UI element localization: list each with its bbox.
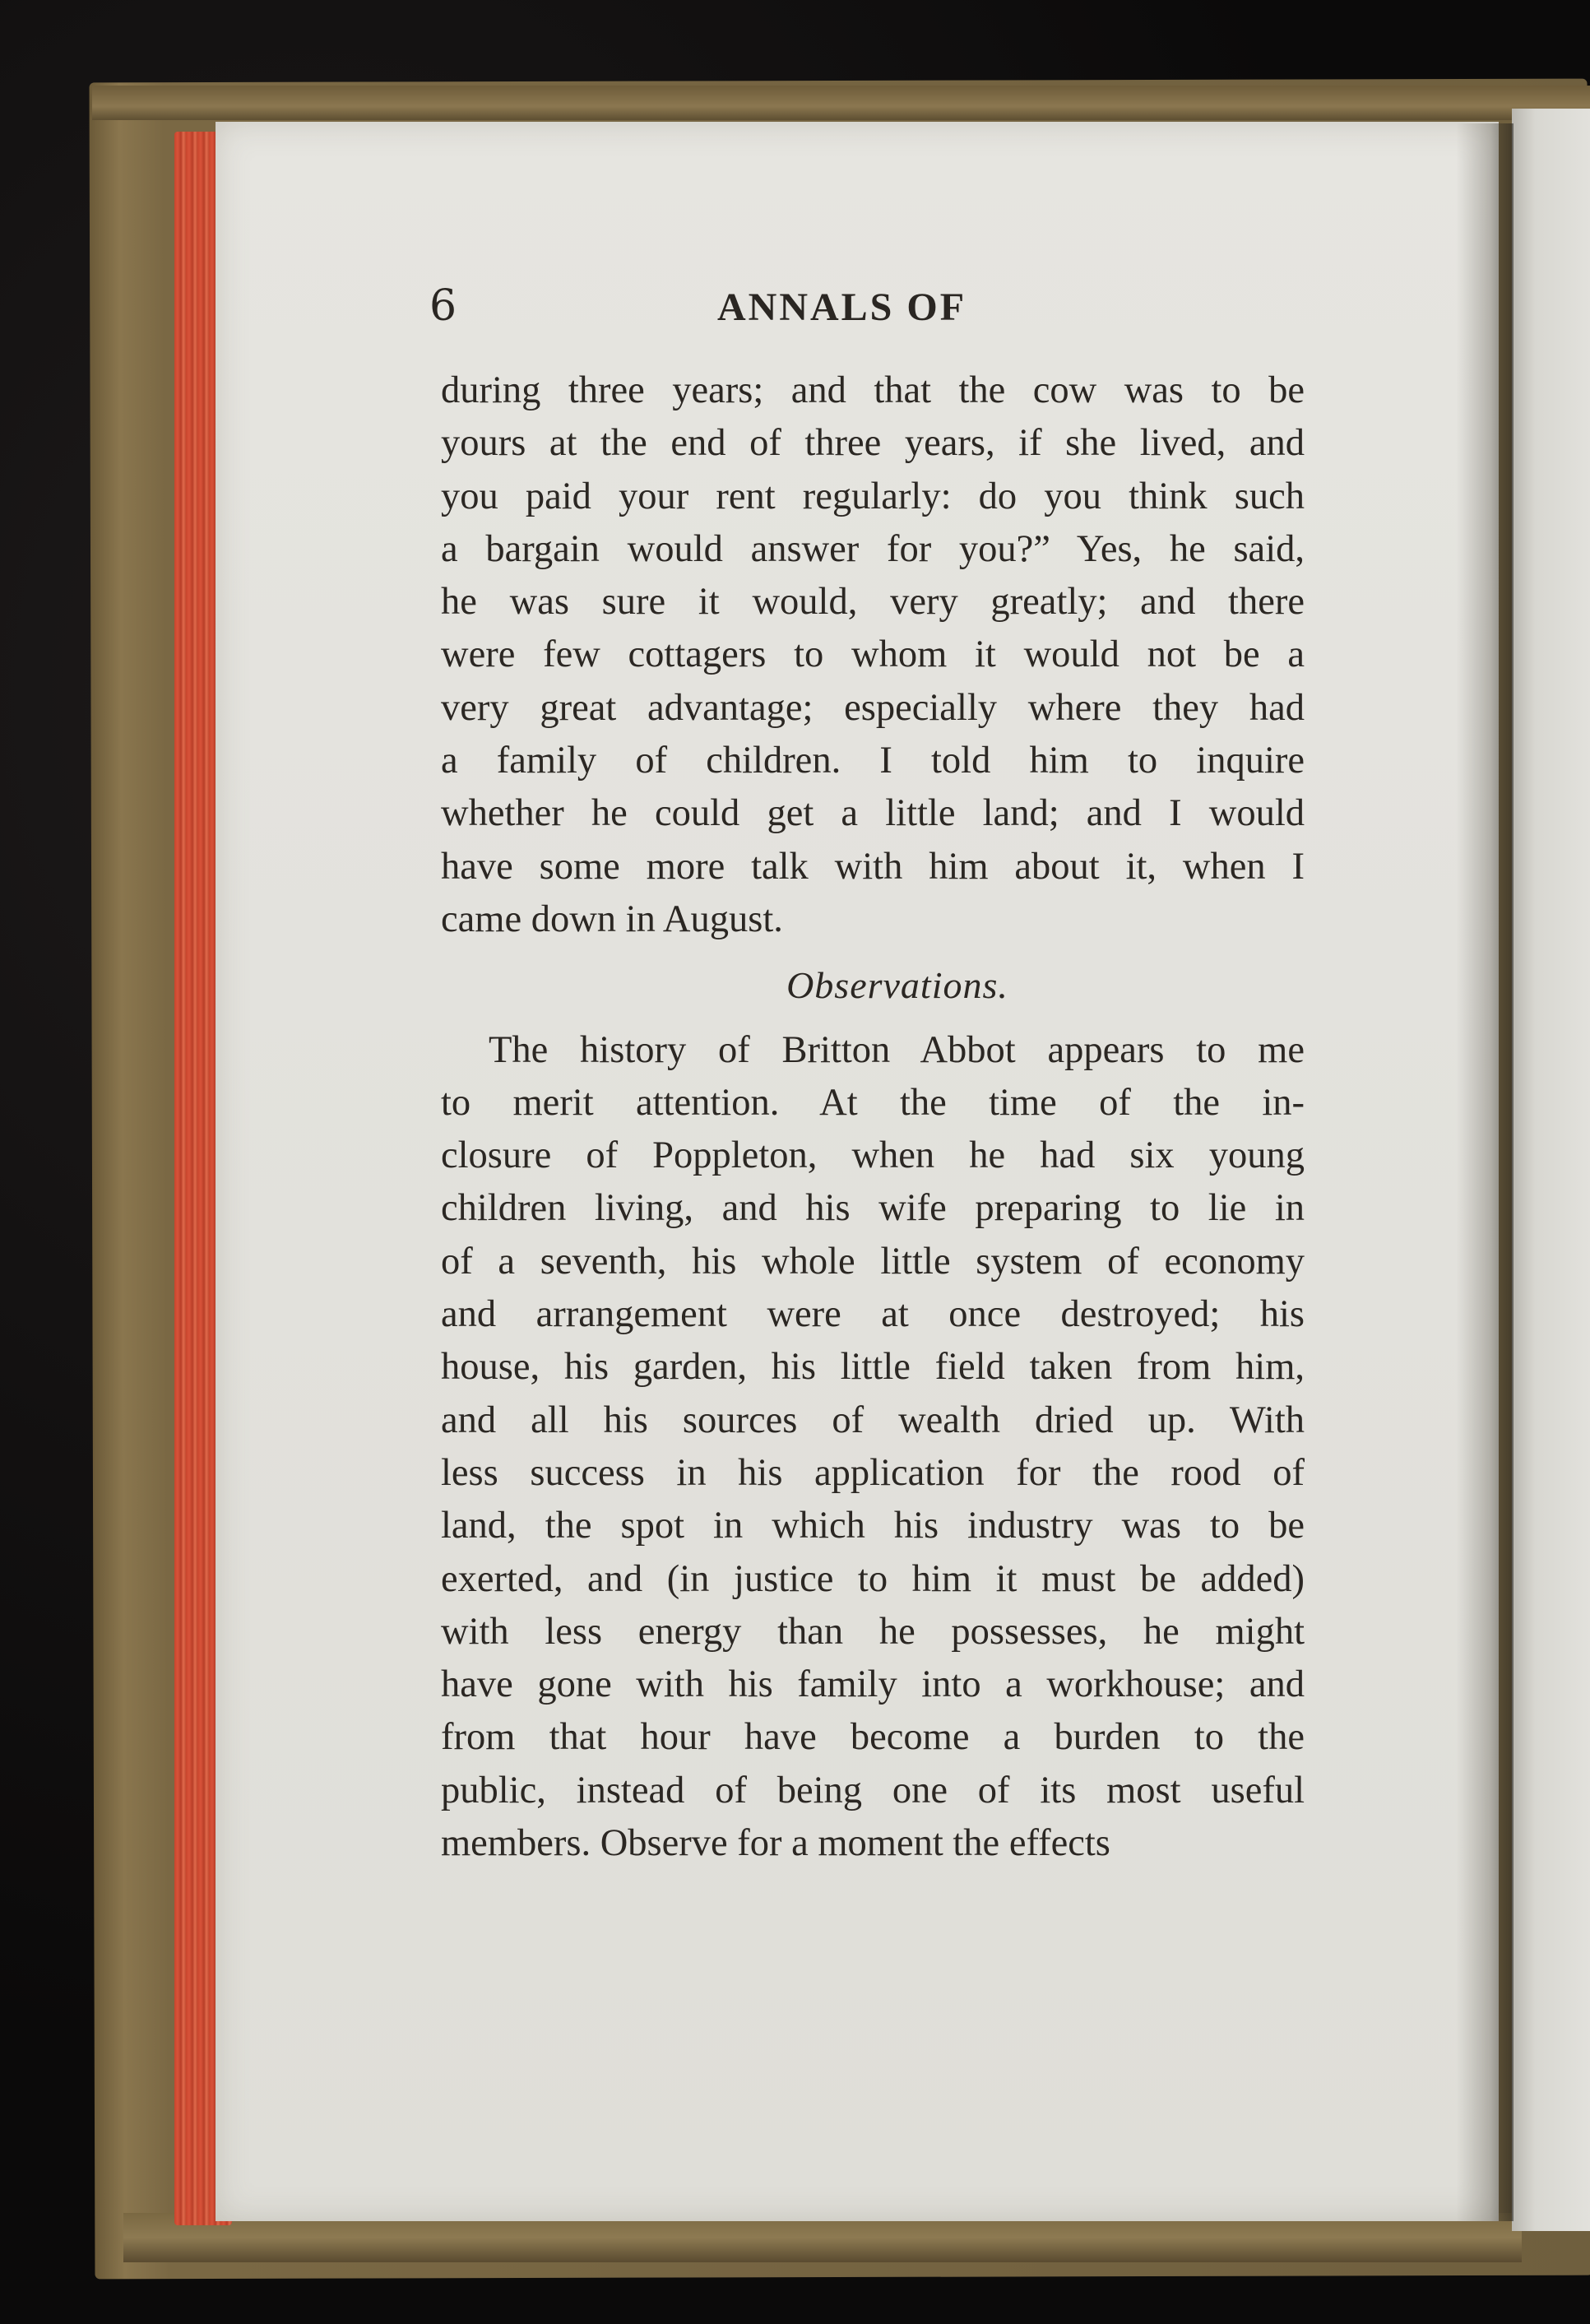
text-line: have gone with his family into a workhouse; and (441, 1663, 1305, 1706)
text-line: house, his garden, his little field taken from him, (441, 1346, 1305, 1389)
text-line: whether he could get a little land; and I would (441, 792, 1305, 835)
text-line: and arrangement were at once destroyed; his (441, 1293, 1305, 1336)
text-line: public, instead of being one of its most useful (441, 1769, 1305, 1811)
text-line: very great advantage; especially where they had (441, 686, 1305, 729)
text-line: from that hour have become a burden to the (441, 1716, 1305, 1759)
text-line: and all his sources of wealth dried up. With (441, 1399, 1305, 1441)
paragraph (441, 1024, 1305, 1871)
text-line: closure of Poppleton, when he had six young (441, 1134, 1305, 1177)
text-line: you paid your rent regularly: do you think such (441, 475, 1305, 517)
section-title: Observations. (786, 964, 1008, 1007)
text-line: came down in August. (441, 898, 783, 940)
text-line: The history of Britton Abbot appears to me (489, 1028, 1305, 1071)
text-line: during three years; and that the cow was to be (441, 369, 1305, 411)
text-line: exerted, and (in justice to him it must be added) (441, 1557, 1305, 1600)
text-line: a family of children. I told him to inquire (441, 740, 1305, 782)
text-line: land, the spot in which his industry was to be (441, 1505, 1305, 1547)
body-text (441, 364, 1305, 1870)
running-head: ANNALS OF (717, 285, 967, 329)
page-number: 6 (429, 281, 457, 331)
text-line: have some more talk with him about it, when I (441, 845, 1305, 888)
text-line: with less energy than he possesses, he might (441, 1610, 1305, 1653)
text-line: children living, and his wife preparing to lie in (441, 1187, 1305, 1230)
text-line: he was sure it would, very greatly; and there (441, 581, 1305, 624)
paragraph (441, 364, 1305, 946)
text-line: a bargain would answer for you?” Yes, he said, (441, 527, 1305, 570)
text-line: to merit attention. At the time of the in- (441, 1081, 1305, 1124)
text-line: members. Observe for a moment the effects (441, 1822, 1110, 1865)
page-gutter (1456, 123, 1514, 2221)
text-line: of a seventh, his whole little system of economy (441, 1240, 1305, 1283)
cover-top-edge (92, 86, 1590, 120)
text-line: less success in his application for the rood of (441, 1451, 1305, 1494)
text-line: were few cottagers to whom it would not be a (441, 633, 1305, 676)
text-line: yours at the end of three years, if she lived, and (441, 422, 1305, 465)
facing-page (1512, 109, 1590, 2231)
